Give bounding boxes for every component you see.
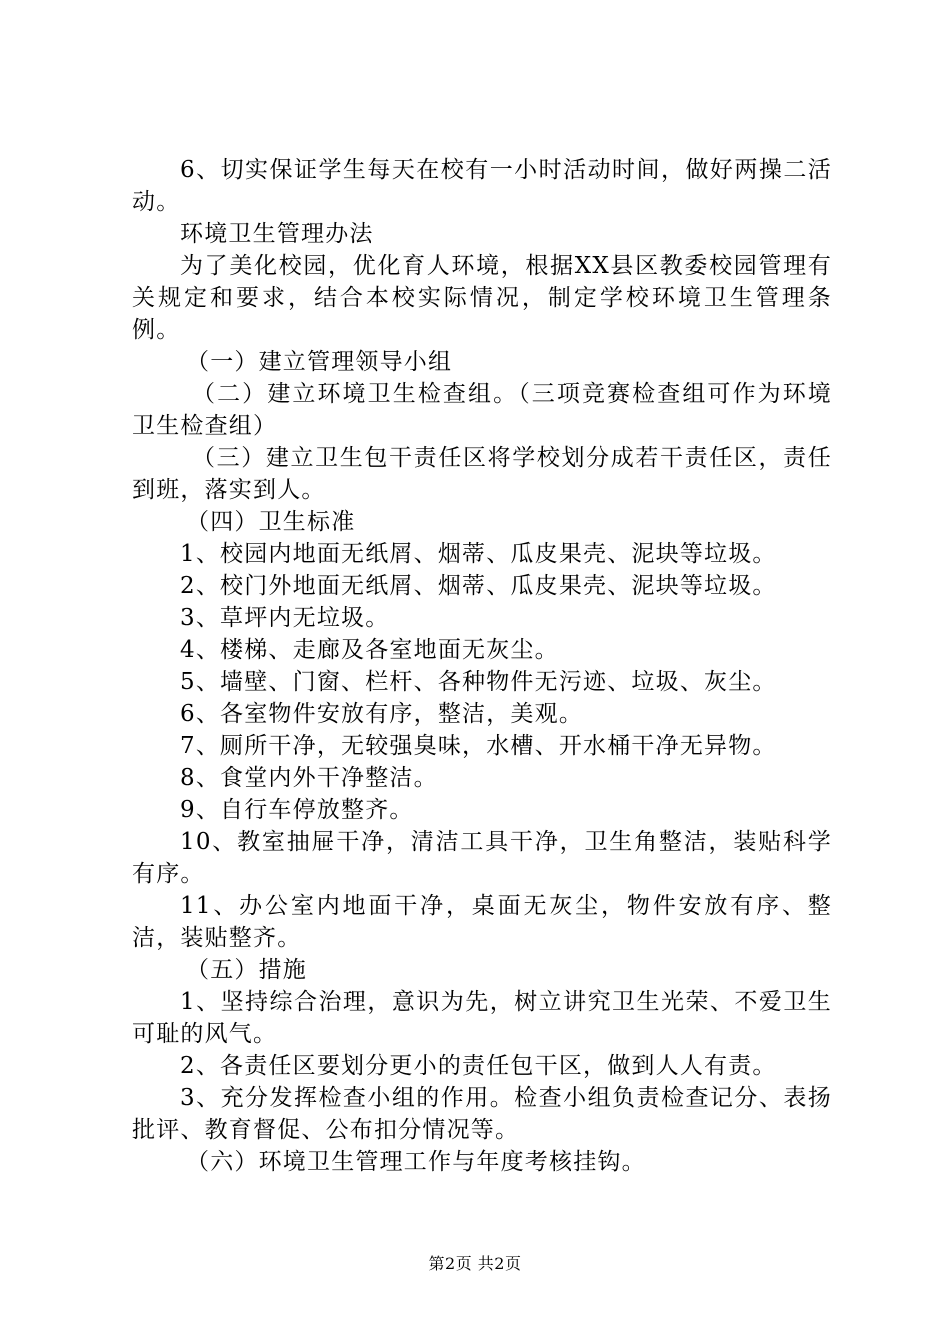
list-item: 2、校门外地面无纸屑、烟蒂、瓜皮果壳、泥块等垃圾。	[180, 573, 777, 599]
heading-leadership-group: （一）建立管理领导小组	[186, 349, 453, 375]
list-item: 11、办公室内地面干净，桌面无灰尘，物件安放有序、整洁，装贴整齐。	[132, 893, 832, 951]
heading-inspection-group: （二）建立环境卫生检查组。（三项竞赛检查组可作为环境卫生检查组）	[132, 381, 832, 439]
list-item: 3、草坪内无垃圾。	[180, 605, 390, 631]
heading-annual-assessment: （六）环境卫生管理工作与年度考核挂钩。	[186, 1149, 646, 1175]
list-item: 1、坚持综合治理，意识为先，树立讲究卫生光荣、不爱卫生可耻的风气。	[132, 989, 832, 1047]
list-item: 4、楼梯、走廊及各室地面无灰尘。	[180, 637, 559, 663]
page-number-footer: 第2页 共2页	[428, 1254, 522, 1273]
heading-responsibility-area: （三）建立卫生包干责任区将学校划分成若干责任区，责任到班，落实到人。	[132, 445, 832, 503]
section-title: 环境卫生管理办法	[180, 221, 374, 247]
list-item: 8、食堂内外干净整洁。	[180, 765, 438, 791]
document-body	[132, 154, 832, 1178]
heading-hygiene-standards: （四）卫生标准	[186, 509, 356, 535]
list-item: 10、教室抽屉干净，清洁工具干净，卫生角整洁，装贴科学有序。	[132, 829, 832, 887]
list-item: 6、各室物件安放有序，整洁，美观。	[180, 701, 584, 727]
list-item: 5、墙壁、门窗、栏杆、各种物件无污迹、垃圾、灰尘。	[180, 669, 777, 695]
heading-measures: （五）措施	[186, 957, 307, 983]
list-item: 9、自行车停放整齐。	[180, 797, 414, 823]
paragraph-intro: 为了美化校园，优化育人环境，根据XX县区教委校园管理有关规定和要求，结合本校实际情况，制定学校环境卫生管理条例。	[132, 253, 832, 343]
list-item: 3、充分发挥检查小组的作用。检查小组负责检查记分、表扬批评、教育督促、公布扣分情况等。	[132, 1085, 832, 1143]
list-item: 7、厕所干净，无较强臭味，水槽、开水桶干净无异物。	[180, 733, 777, 759]
paragraph-activity-time: 6、切实保证学生每天在校有一小时活动时间，做好两操二活动。	[132, 157, 832, 215]
list-item: 2、各责任区要划分更小的责任包干区，做到人人有责。	[180, 1053, 777, 1079]
list-item: 1、校园内地面无纸屑、烟蒂、瓜皮果壳、泥块等垃圾。	[180, 541, 777, 567]
